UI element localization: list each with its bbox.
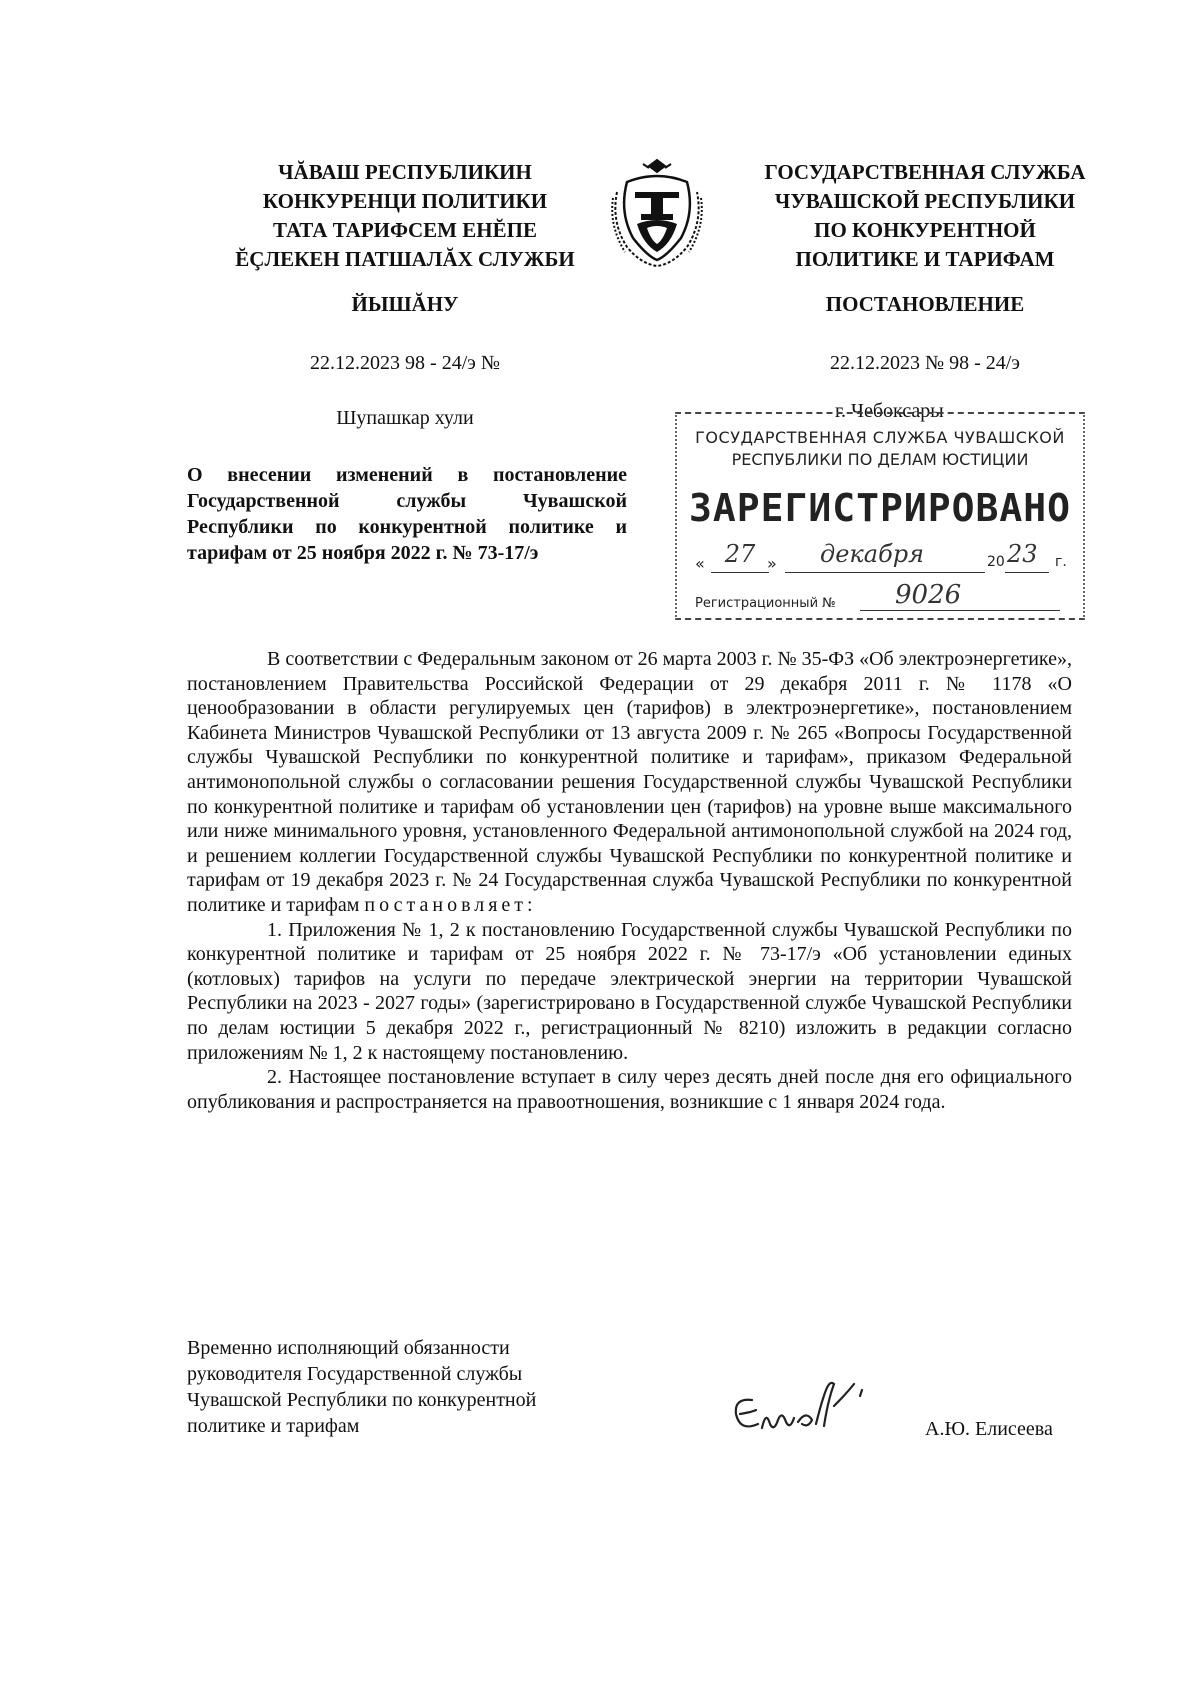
stamp-date (695, 542, 1075, 578)
document-type-chuvash: ЙЫШĂНУ (351, 292, 459, 316)
header-right-line: ПО КОНКУРЕНТНОЙ (814, 218, 1036, 242)
body-preamble (187, 647, 1072, 918)
header-left-org (230, 158, 580, 274)
signatory-position-line: Чувашской Республики по конкурентной (187, 1389, 537, 1411)
header-right-line: ГОСУДАРСТВЕННАЯ СЛУЖБА (764, 160, 1086, 184)
stamp-day: 27 (724, 540, 756, 568)
header-left-line: ТАТА ТАРИФСЕМ ЕНĔПЕ (273, 218, 537, 242)
header-left-line: КОНКУРЕНЦИ ПОЛИТИКИ (262, 189, 548, 213)
stamp-reg-underline (860, 610, 1060, 611)
header-left-line: ĔÇЛЕКЕН ПАТШАЛĂХ СЛУЖБИ (235, 247, 575, 271)
body-item-1: 1. Приложения № 1, 2 к постановлению Государственной службы Чувашской Республики по конкурентной политике и тарифам от 25 ноября 2022 г. № 73-17/э «Об установлении единых (котловых) тарифов на услуги по передаче электрической энергии на территории Чувашской Республики на 2023 - 2027 годы» (зарегистрировано в Государственной службе Чувашской Республики по делам юстиции 5 декабря 2022 г., регистрационный № 8210) изложить в редакции согласно приложениям № 1, 2 к настоящему постановлению. (187, 918, 1072, 1064)
signatory-name: А.Ю. Елисеева (925, 1418, 1053, 1440)
stamp-year-prefix: 20 (987, 554, 1005, 570)
subject-line: Республики по конкурентной политике и (187, 516, 627, 538)
stamp-day-underline (711, 572, 769, 573)
stamp-month: декабря (820, 540, 924, 568)
stamp-registration-number (695, 580, 1075, 616)
preamble-text: В соответствии с Федеральным законом от 26 марта 2003 г. № 35-ФЗ «Об электроэнергетике», постановлением Правительства Российской Федерации от 29 декабря 2011 г. № 1178 «О ценообразовании в области регулируемых цен (тарифов) в электроэнергетике», постановлением Кабинета Министров Чувашской Республики от 13 августа 2009 г. № 265 «Вопросы Государственной службы Чувашской Республики по конкурентной политике и тарифам», приказом Федеральной антимонопольной службы о согласовании решения Государственной службы Чувашской Республики по конкурентной политике и тарифам об установлении цен (тарифов) на уровне выше максимального или ниже минимального уровня, установленного Федеральной антимонопольной службой на 2024 год, и решением коллегии Государственной службы Чувашской Республики по конкурентной политике и тарифам от 19 декабря 2023 г. № 24 Государственная служба Чувашской Республики по конкурентной политике и тарифам (187, 648, 1072, 916)
document-number-russian: 22.12.2023 № 98 - 24/э (830, 352, 1020, 374)
stamp-authority-line1: ГОСУДАРСТВЕННАЯ СЛУЖБА ЧУВАШСКОЙ (695, 428, 1065, 447)
body-item-2: 2. Настоящее постановление вступает в силу через десять дней после дня его официального опубликования и распространяется на правоотношения, возникшие с 1 января 2024 года. (187, 1066, 1072, 1113)
stamp-year-unit: г. (1055, 554, 1067, 570)
document-type-russian: ПОСТАНОВЛЕНИЕ (825, 292, 1025, 316)
stamp-registered-label: ЗАРЕГИСТРИРОВАНО (688, 486, 1072, 530)
header-right-line: ЧУВАШСКОЙ РЕСПУБЛИКИ (774, 189, 1076, 213)
chuvash-emblem-icon (607, 152, 707, 270)
stamp-year-underline (1005, 572, 1049, 573)
stamp-quote-close: » (767, 554, 777, 573)
document-subject (187, 462, 627, 566)
signatory-position-line: руководителя Государственной службы (187, 1363, 523, 1385)
header-right-org (735, 158, 1115, 274)
city-chuvash: Шупашкар хули (336, 407, 474, 429)
stamp-quote-open: « (695, 554, 705, 573)
signatory-position-line: Временно исполняющий обязанности (187, 1337, 510, 1359)
signatory-position (187, 1335, 627, 1439)
decree-word: постановляет: (364, 893, 537, 916)
stamp-authority-line2: РЕСПУБЛИКИ ПО ДЕЛАМ ЮСТИЦИИ (731, 450, 1029, 469)
header-left-line: ЧĂВАШ РЕСПУБЛИКИН (278, 160, 532, 184)
stamp-reg-value: 9026 (895, 580, 962, 610)
document-number-chuvash: 22.12.2023 98 - 24/э № (310, 352, 500, 374)
stamp-month-underline (785, 572, 985, 573)
signatory-position-line: политике и тарифам (187, 1415, 360, 1437)
subject-line: тарифам от 25 ноября 2022 г. № 73-17/э (187, 542, 539, 564)
stamp-reg-label: Регистрационный № (695, 596, 836, 611)
header-right-line: ПОЛИТИКЕ И ТАРИФАМ (795, 247, 1055, 271)
subject-line: Государственной службы Чувашской (187, 490, 627, 512)
city-russian: г. Чебоксары (835, 400, 944, 422)
subject-line: О внесении изменений в постановление (187, 464, 627, 486)
document-body (187, 647, 1072, 1114)
stamp-year-suffix: 23 (1007, 540, 1038, 568)
handwritten-signature-icon (722, 1370, 882, 1450)
registration-stamp (675, 412, 1085, 620)
